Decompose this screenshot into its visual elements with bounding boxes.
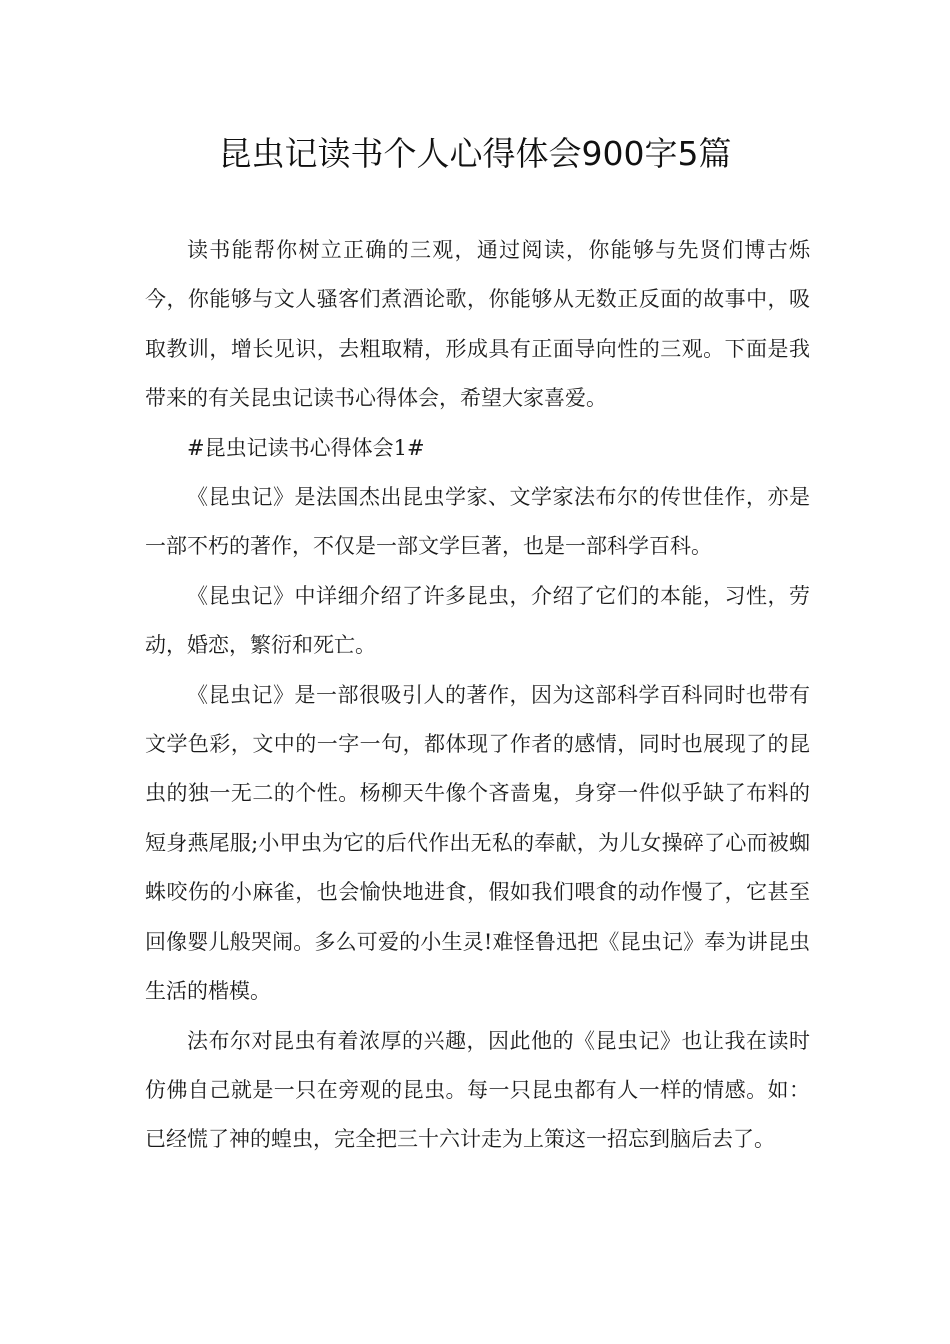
body-paragraph: 《昆虫记》是一部很吸引人的著作，因为这部科学百科同时也带有文学色彩，文中的一字一句，都体现了作者的感情，同时也展现了的昆虫的独一无二的个性。杨柳天牛像个吝啬鬼，身穿一件似乎缺了布料的短身燕尾服;小甲虫为它的后代作出无私的奉献，为儿女操碎了心而被蜘蛛咬伤的小麻雀，也会愉快地进食，假如我们喂食的动作慢了，它甚至回像婴儿般哭闹。多么可爱的小生灵!难怪鲁迅把《昆虫记》奉为讲昆虫生活的楷模。 — [145, 682, 810, 1004]
document-body — [145, 226, 810, 1165]
body-paragraph: 《昆虫记》是法国杰出昆虫学家、文学家法布尔的传世佳作，亦是一部不朽的著作，不仅是一部文学巨著，也是一部科学百科。 — [145, 485, 810, 559]
section-heading: #昆虫记读书心得体会1# — [187, 435, 425, 460]
document-title: 昆虫记读书个人心得体会900字5篇 — [218, 134, 732, 173]
body-paragraph: 《昆虫记》中详细介绍了许多昆虫，介绍了它们的本能，习性，劳动，婚恋，繁衍和死亡。 — [145, 583, 810, 658]
body-paragraph: 法布尔对昆虫有着浓厚的兴趣，因此他的《昆虫记》也让我在读时仿佛自己就是一只在旁观的昆虫。每一只昆虫都有人一样的情感。如：已经慌了神的蝗虫，完全把三十六计走为上策这一招忘到脑后去了。 — [145, 1028, 810, 1152]
intro-paragraph: 读书能帮你树立正确的三观，通过阅读，你能够与先贤们博古烁今，你能够与文人骚客们煮酒论歌，你能够从无数正反面的故事中，吸取教训，增长见识，去粗取精，形成具有正面导向性的三观。下面是我带来的有关昆虫记读书心得体会，希望大家喜爱。 — [145, 238, 810, 411]
